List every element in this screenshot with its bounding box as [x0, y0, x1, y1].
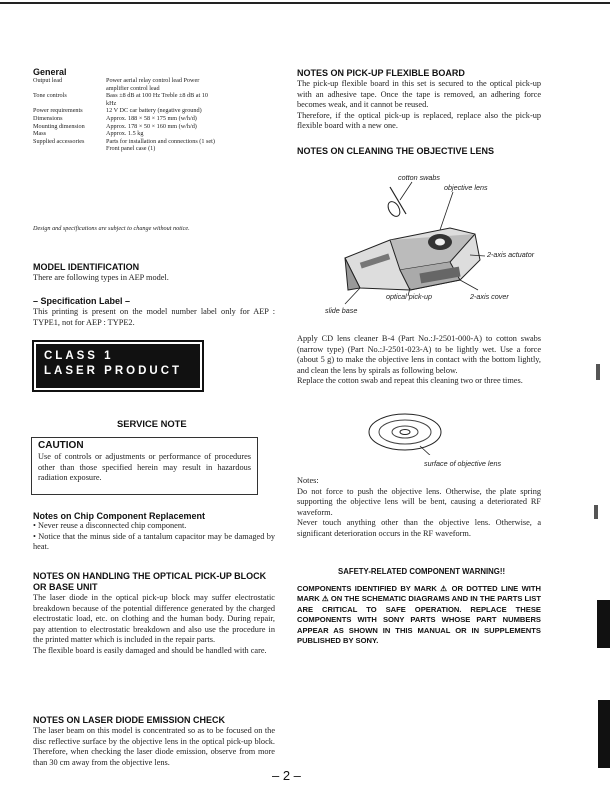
- laser-diode-heading: NOTES ON LASER DIODE EMISSION CHECK: [33, 715, 226, 725]
- edge-mark: [594, 505, 598, 519]
- general-heading: General: [33, 67, 67, 77]
- cleaning-paragraph: Replace the cotton swab and repeat this cleaning two or three times.: [297, 376, 523, 386]
- disc-surface-icon: [365, 410, 445, 455]
- black-edge-tab: [597, 600, 610, 648]
- model-identification-text: There are following types in AEP model.: [33, 273, 169, 282]
- safety-warning-text: COMPONENTS IDENTIFIED BY MARK ⚠ OR DOTTED LINE WITH MARK ⚠ ON THE SCHEMATIC DIAGRAMS AND IN THE PARTS LIST ARE CRITICAL TO SAFE OPERATION. REPLACE THESE COMPONENTS WITH SONY PARTS WHOSE PART NUMBERS APPEAR AS SHOWN IN THIS MANUAL OR IN SUPPLEMENTS PUBLISHED BY SONY.: [297, 584, 541, 646]
- edge-mark: [596, 364, 600, 380]
- specification-label-heading: – Specification Label –: [33, 296, 131, 306]
- label-2axis-actuator: 2-axis actuator: [487, 250, 535, 259]
- flex-board-paragraph: The pick-up flexible board in this set is secured to the optical pick-up with an adhesive tape. Once the tape is removed, an adhering force becomes weak, and it cannot be reused.: [297, 79, 541, 110]
- caution-heading: CAUTION: [38, 440, 84, 451]
- label-2axis-cover: 2-axis cover: [470, 292, 509, 301]
- notes-paragraph: Never touch anything other than the objective lens. Otherwise, a significant deterioration occurs in the RF waveform.: [297, 518, 541, 538]
- black-edge-tab: [598, 700, 610, 768]
- label-optical-pickup: optical pick-up: [386, 292, 432, 301]
- flexible-board-heading: NOTES ON PICK-UP FLEXIBLE BOARD: [297, 68, 465, 78]
- laser-diode-text: The laser beam on this model is concentrated so as to be focused on the disc reflective surface by the objective lens in the optical pick-up block. Therefore, when checking the laser diode emission, observe from more than 30 cm away from the objective lens.: [33, 726, 275, 767]
- class1-laser-label: [32, 340, 204, 392]
- laser-label-line1: CLASS 1: [44, 350, 114, 362]
- list-item: • Never reuse a disconnected chip component.: [33, 521, 275, 532]
- caution-box: [31, 437, 258, 495]
- spec-row: Mass Approx. 1.5 kg: [33, 130, 144, 138]
- flexible-board-text: [297, 79, 541, 132]
- cleaning-paragraph: Apply CD lens cleaner B-4 (Part No.:J-2501-000-A) to cotton swabs (narrow type) (Part No.:J-2501-023-A) to be lightly wet. Use a force (about 5 g) to make the objective lens in contact with the bottom lightly, and clean the lens by spirals as following below.: [297, 334, 541, 375]
- chip-component-heading: Notes on Chip Component Replacement: [33, 511, 206, 521]
- safety-warning-heading: SAFETY-RELATED COMPONENT WARNING!!: [338, 567, 506, 576]
- handling-text: [33, 593, 275, 657]
- spec-row: Dimensions Approx. 188 × 58 × 175 mm (w/h/d): [33, 114, 197, 122]
- handling-paragraph: The laser diode in the optical pick-up block may suffer electrostatic breakdown because of the potential difference generated by the charged electrostatic load, etc. on clothing and the human body. During repair, pay attention to electrostatic breakdown and also use the procedure in the printed matter which is included in the repair parts.: [33, 593, 275, 645]
- label-cotton-swabs: cotton swabs: [398, 173, 440, 182]
- cotton-swab-icon: [386, 187, 406, 218]
- label-surface-objective-lens: surface of objective lens: [424, 459, 502, 468]
- notes-paragraph: Do not force to push the objective lens. Otherwise, the plate spring supporting the objective lens will be bent, causing a deteriorated RF waveform.: [297, 486, 541, 517]
- cleaning-text: [297, 334, 541, 387]
- spec-row: Front panel case (1): [106, 145, 156, 153]
- notes-section: [297, 476, 541, 540]
- notes-heading: Notes:: [297, 476, 319, 485]
- spec-table: [33, 77, 223, 153]
- service-note-heading: SERVICE NOTE: [117, 418, 187, 429]
- chip-component-list: [33, 521, 275, 553]
- spec-row: Output lead Power aerial relay control lead Power amplifier control lead: [33, 77, 200, 92]
- cleaning-heading: NOTES ON CLEANING THE OBJECTIVE LENS: [297, 146, 495, 156]
- list-item: • Notice that the minus side of a tantalum capacitor may be damaged by heat.: [33, 532, 275, 553]
- flex-board-paragraph: Therefore, if the optical pick-up is replaced, replace also the pick-up flexible board with a new one.: [297, 110, 541, 131]
- label-objective-lens: objective lens: [444, 183, 488, 192]
- pickup-block-icon: [345, 228, 480, 290]
- handling-heading: NOTES ON HANDLING THE OPTICAL PICK-UP BLOCK OR BASE UNIT: [33, 571, 267, 592]
- label-slide-base: slide base: [325, 306, 358, 315]
- spec-row: Power requirements 12 V DC car battery (negative ground): [33, 107, 202, 115]
- spec-row: Mounting dimension Approx. 178 × 50 × 160 mm (w/h/d): [33, 122, 197, 130]
- model-identification-heading: MODEL IDENTIFICATION: [33, 262, 140, 272]
- spec-row: Supplied accessories Parts for installation and connections (1 set): [33, 137, 215, 145]
- design-note: Design and specifications are subject to change without notice.: [33, 225, 190, 232]
- spec-row: Tone controls Bass ±8 dB at 100 Hz Treble ±8 dB at 10 kHz: [33, 92, 209, 107]
- handling-paragraph: The flexible board is easily damaged and should be handled with care.: [33, 645, 267, 655]
- top-rule: [0, 2, 610, 4]
- laser-label-line2: LASER PRODUCT: [44, 365, 183, 377]
- page-number: – 2 –: [272, 768, 301, 783]
- caution-text: Use of controls or adjustments or performance of procedures other than those specified herein may result in hazardous radiation exposure.: [38, 452, 251, 483]
- specification-label-text: This printing is present on the model number label only for AEP : TYPE1, not for AEP : TYPE2.: [33, 307, 275, 327]
